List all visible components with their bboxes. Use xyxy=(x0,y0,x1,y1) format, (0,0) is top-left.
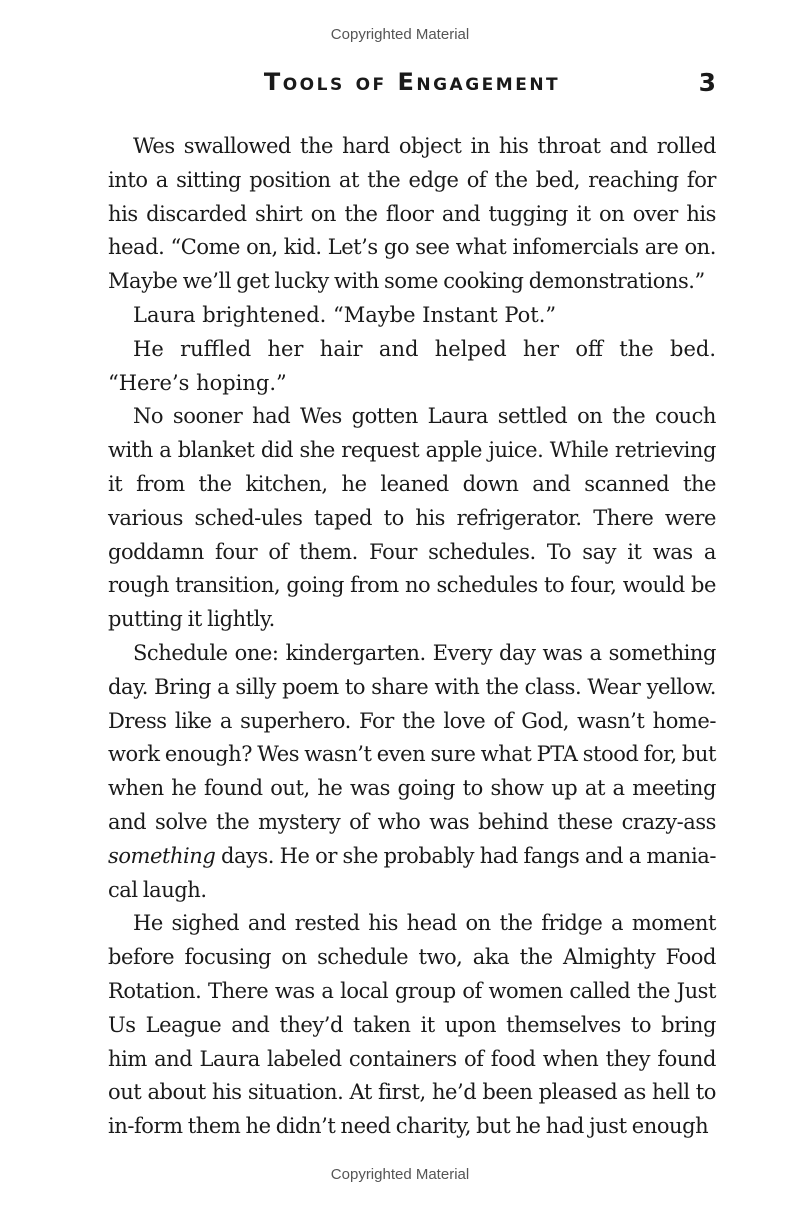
paragraph-text: Schedule one: kindergarten. Every day was a something day. Bring a silly poem to share with the class. Wear yellow. Dress like a superhero. For the love of God, wasn’t home-work enough? Wes wasn’t even sure what PTA stood for, but when he found out, he was going to show up at a meeting and solve the mystery of who was behind these crazy-ass xyxy=(108,640,716,834)
paragraph-text: days. He or she probably had fangs and a mania-cal laugh. xyxy=(108,843,716,902)
paragraph: He sighed and rested his head on the fridge a moment before focusing on schedule two, aka the Almighty Food Rotation. There was a local group of women called the Just Us League and they’d taken it upon themselves to bring him and Laura labeled containers of food when they found out about his situation. At first, he’d been pleased as hell to in-form them he didn’t need charity, but he had just enough xyxy=(108,911,716,1139)
paragraph: Wes swallowed the hard object in his throat and rolled into a sitting position at the edge of the bed, reaching for his discarded shirt on the floor and tugging it on over his head. “Come on, kid. Let’s go see what infomercials are on. Maybe we’ll get lucky with some cooking demonstrations.” xyxy=(108,134,716,294)
copyright-watermark-top: Copyrighted Material xyxy=(330,26,470,43)
body-text xyxy=(108,130,716,1144)
page-number: 3 xyxy=(698,68,716,97)
running-head xyxy=(108,66,716,106)
book-title: Tools of Engagement xyxy=(263,68,561,96)
copyright-watermark-bottom: Copyrighted Material xyxy=(330,1166,470,1183)
emphasized-word: something xyxy=(108,843,216,868)
paragraph xyxy=(108,637,716,907)
paragraph: Laura brightened. “Maybe Instant Pot.” xyxy=(133,302,557,327)
paragraph: He ruffled her hair and helped her off the bed. “Here’s hoping.” xyxy=(108,336,716,395)
paragraph: No sooner had Wes gotten Laura settled on the couch with a blanket did she request apple juice. While retrieving it from the kitchen, he leaned down and scanned the various sched-ules taped to his refrigerator. There were goddamn four of them. Four schedules. To say it was a rough transition, going from no schedules to four, would be putting it lightly. xyxy=(108,404,716,632)
